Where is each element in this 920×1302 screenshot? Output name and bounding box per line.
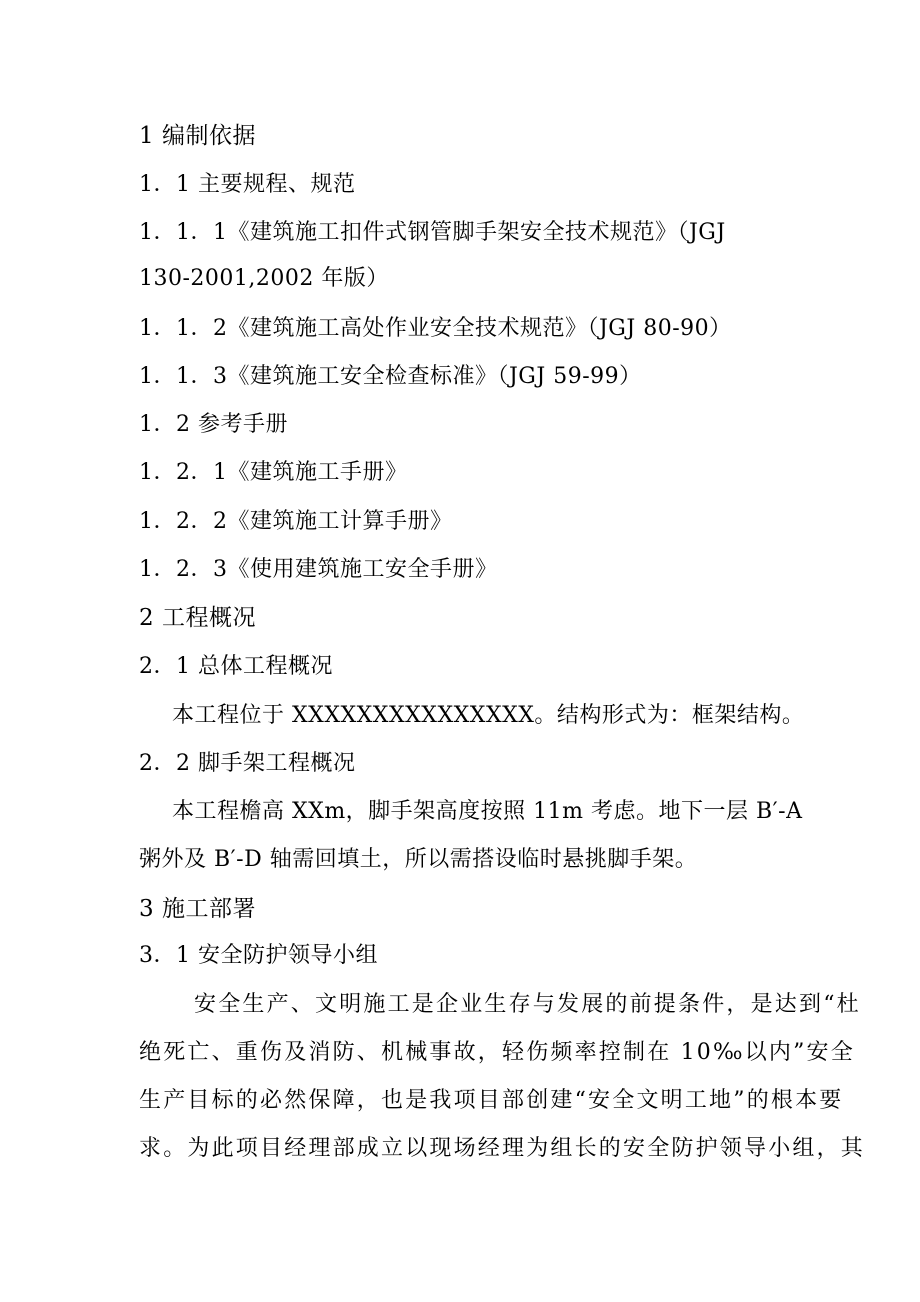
reference-item-1-1-3: 1．1．3《建筑施工安全检查标准》（JGJ 59-99） (139, 364, 642, 389)
subsection-heading-1-2: 1．2 参考手册 (139, 412, 288, 437)
paragraph-safety-line-3: 生产目标的必然保障，也是我项目部创建“安全文明工地”的根本要 (139, 1088, 844, 1113)
subsection-heading-2-2: 2．2 脚手架工程概况 (139, 751, 356, 776)
reference-item-1-2-3: 1．2．3《使用建筑施工安全手册》 (139, 557, 498, 582)
reference-item-1-1-2: 1．1．2《建筑施工高处作业安全技术规范》（JGJ 80-90） (139, 316, 732, 341)
subsection-heading-1-1: 1．1 主要规程、规范 (139, 172, 356, 197)
subsection-heading-3-1: 3．1 安全防护领导小组 (139, 943, 378, 968)
section-heading-3: 3 施工部署 (139, 896, 256, 922)
paragraph-project-location: 本工程位于 XXXXXXXXXXXXXXX。结构形式为：框架结构。 (172, 703, 805, 728)
reference-item-1-1-1: 1．1．1《建筑施工扣件式钢管脚手架安全技术规范》（JGJ (139, 220, 726, 245)
reference-item-1-2-2: 1．2．2《建筑施工计算手册》 (139, 509, 453, 534)
subsection-heading-2-1: 2．1 总体工程概况 (139, 654, 333, 679)
section-heading-2: 2 工程概况 (139, 605, 256, 631)
paragraph-safety-line-2: 绝死亡、重伤及消防、机械事故，轻伤频率控制在 10‰以内”安全 (139, 1040, 855, 1065)
paragraph-safety-line-1: 安全生产、文明施工是企业生存与发展的前提条件，是达到“杜 (194, 992, 861, 1017)
reference-item-1-2-1: 1．2．1《建筑施工手册》 (139, 460, 408, 485)
paragraph-safety-line-4: 求。为此项目经理部成立以现场经理为组长的安全防护领导小组，其 (139, 1136, 866, 1161)
paragraph-scaffold-overview-line-2: 粥外及 B′-D 轴需回填土，所以需搭设临时悬挑脚手架。 (139, 847, 698, 872)
section-heading-1: 1 编制依据 (139, 123, 256, 149)
reference-item-1-1-1-continued: 130-2001,2002 年版） (139, 266, 389, 291)
paragraph-scaffold-overview-line-1: 本工程檐高 XXm，脚手架高度按照 11m 考虑。地下一层 B′-A (172, 799, 803, 824)
